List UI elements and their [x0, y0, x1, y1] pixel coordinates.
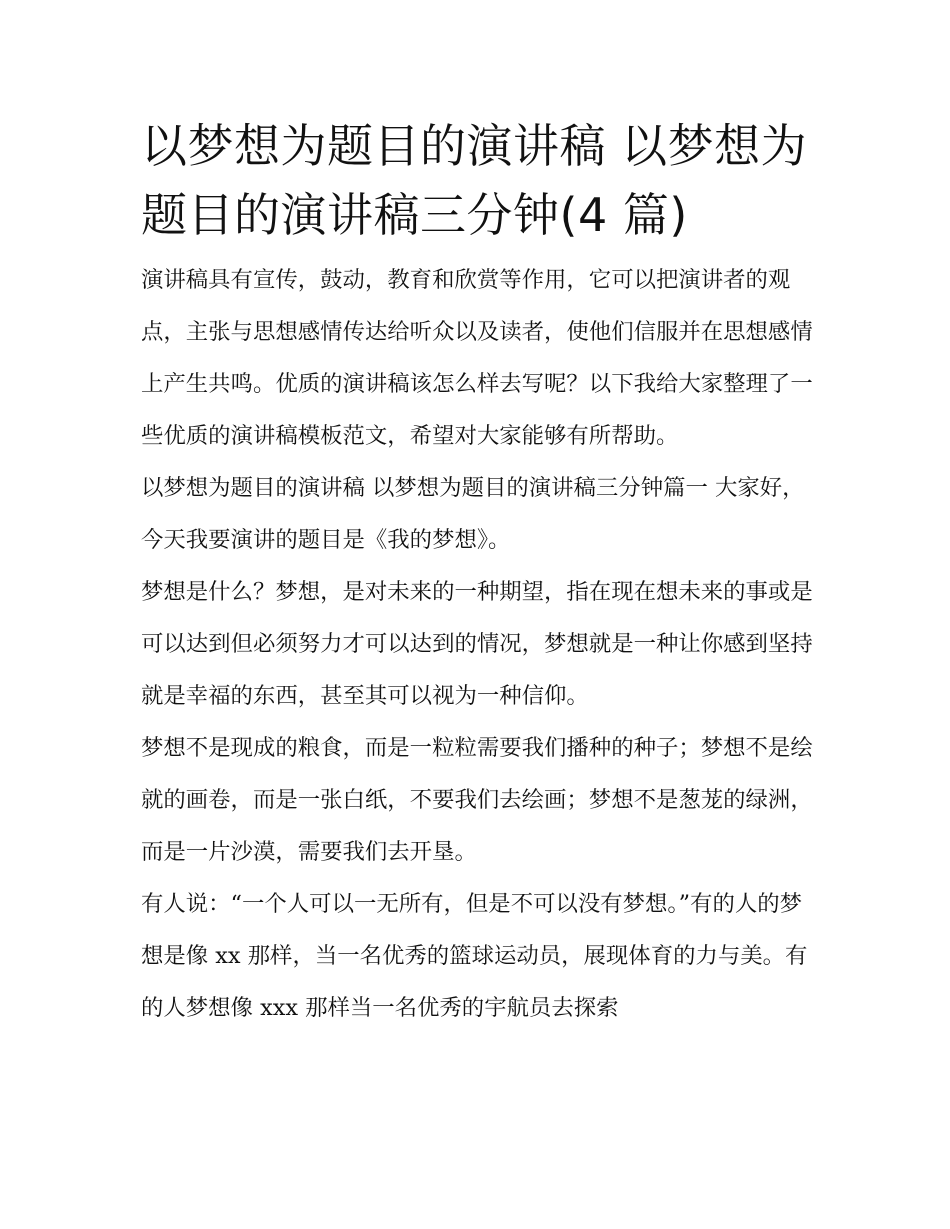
paragraph-metaphor: 梦想不是现成的粮食，而是一粒粒需要我们播种的种子；梦想不是绘就的画卷，而是一张白纸，不要我们去绘画；梦想不是葱茏的绿洲，而是一片沙漠，需要我们去开垦。: [141, 735, 813, 865]
paragraph-examples: 有人说：“一个人可以一无所有，但是不可以没有梦想。”有的人的梦想是像 xx 那样，当一名优秀的篮球运动员，展现体育的力与美。有的人梦想像 xxx 那样当一名优秀的宇航员去探索: [141, 891, 808, 1021]
document-title: 以梦想为题目的演讲稿 以梦想为题目的演讲稿三分钟(4 篇): [141, 119, 808, 242]
document-body: [141, 112, 813, 1034]
paragraph-definition: 梦想是什么？梦想，是对未来的一种期望，指在现在想未来的事或是可以达到但必须努力才可以达到的情况，梦想就是一种让你感到坚持就是幸福的东西，甚至其可以视为一种信仰。: [141, 579, 813, 709]
paragraph-intro: 演讲稿具有宣传，鼓动，教育和欣赏等作用，它可以把演讲者的观点，主张与思想感情传达给听众以及读者，使他们信服并在思想感情上产生共鸣。优质的演讲稿该怎么样去写呢？以下我给大家整理了一些优质的演讲稿模板范文，希望对大家能够有所帮助。: [141, 267, 813, 449]
paragraph-greeting: 以梦想为题目的演讲稿 以梦想为题目的演讲稿三分钟篇一 大家好，今天我要演讲的题目是《我的梦想》。: [141, 475, 805, 553]
